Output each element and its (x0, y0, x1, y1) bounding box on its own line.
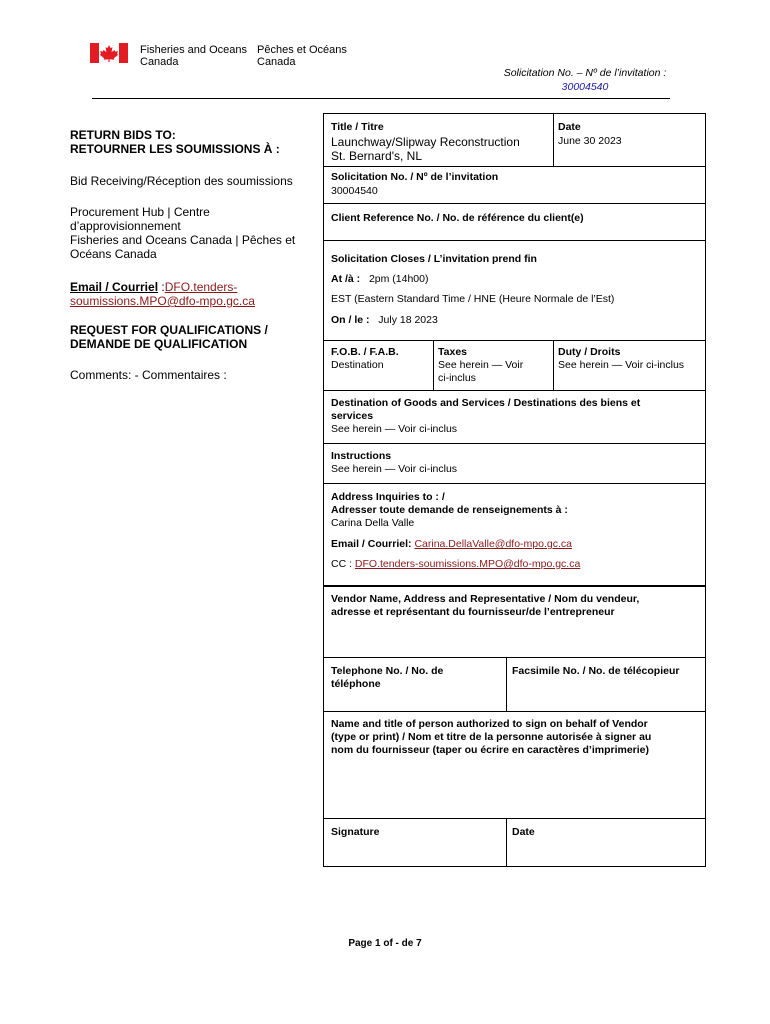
comments-label: Comments: - Commentaires : (70, 368, 227, 382)
closes-label: Solicitation Closes / L’invitation prend fin (331, 253, 537, 265)
fob-label: F.O.B. / F.A.B. (331, 346, 399, 358)
solicitation-header: Solicitation No. – Nº de l’invitation : 30004540 (480, 66, 690, 94)
header-divider (92, 98, 670, 99)
divider (433, 340, 434, 390)
closes-timezone: EST (Eastern Standard Time / HNE (Heure Normale de l’Est) (331, 293, 615, 305)
divider (553, 340, 554, 390)
cc-email: CC : DFO.tenders-soumissions.MPO@dfo-mpo.gc.ca (331, 558, 581, 570)
vendor-name-label: Vendor Name, Address and Representative / Nom du vendeur, adresse et représentant du fournisseur/de l’entrepreneur (331, 593, 640, 618)
title-label: Title / Titre (331, 121, 384, 133)
address-inquiries-label: Address Inquiries to : / Adresser toute demande de renseignements à : (331, 491, 568, 516)
solicitation-number: 30004540 (561, 81, 609, 93)
divider (323, 240, 706, 241)
solicitation-no-value: 30004540 (331, 185, 378, 197)
title-value: Launchway/Slipway Reconstruction St. Bernard's, NL (331, 135, 520, 163)
destination-value: See herein — Voir ci-inclus (331, 423, 458, 435)
instructions-value: See herein — Voir ci-inclus (331, 463, 458, 475)
divider (323, 711, 706, 712)
duty-value: See herein — Voir ci-inclus (558, 359, 685, 371)
taxes-label: Taxes (438, 346, 467, 358)
contact-email: Email / Courriel: Carina.DellaValle@dfo-mpo.gc.ca (331, 538, 572, 550)
return-email-link[interactable]: DFO.tenders- (164, 280, 238, 294)
divider (323, 818, 706, 819)
destination-label: Destination of Goods and Services / Destinations des biens et services (331, 397, 641, 422)
instructions-label: Instructions (331, 450, 392, 462)
signature-label: Signature (331, 826, 380, 838)
taxes-value: See herein — Voir ci-inclus (438, 359, 524, 384)
rfq-heading: REQUEST FOR QUALIFICATIONS / DEMANDE DE QUALIFICATION (70, 323, 268, 351)
divider (323, 166, 706, 167)
date-value: June 30 2023 (558, 135, 622, 147)
divider (323, 657, 706, 658)
date-label: Date (558, 121, 581, 133)
authorized-person-label: Name and title of person authorized to sign on behalf of Vendor (type or print) / Nom et titre de la personne autorisée à signer au nom du fournisseur (taper ou écrire en caractères d’imprimerie) (331, 718, 652, 756)
return-bids-heading: RETURN BIDS TO: RETOURNER LES SOUMISSIONS À : (70, 128, 280, 156)
solicitation-no-label: Solicitation No. / Nº de l’invitation (331, 171, 499, 183)
client-reference-label: Client Reference No. / No. de référence du client(e) (331, 212, 584, 224)
bid-receiving: Bid Receiving/Réception des soumissions (70, 174, 293, 188)
procurement-hub: Procurement Hub | Centre d’approvisionnement Fisheries and Oceans Canada | Pêches et Océans Canada (70, 205, 296, 261)
divider (553, 113, 554, 166)
divider (323, 340, 706, 341)
telephone-label: Telephone No. / No. de téléphone (331, 665, 444, 690)
divider (323, 443, 706, 444)
org-name-en: Fisheries and Oceans Canada (140, 44, 247, 68)
fob-value: Destination (331, 359, 384, 371)
signature-date-label: Date (512, 826, 535, 838)
divider (323, 483, 706, 484)
return-email-link-cont[interactable]: soumissions.MPO@dfo-mpo.gc.ca (70, 294, 255, 308)
contact-name: Carina Della Valle (331, 517, 415, 529)
page-number: Page 1 of - de 7 (348, 938, 422, 949)
org-name-fr: Pêches et Océans Canada (257, 44, 347, 68)
return-email: Email / Courriel :DFO.tenders- soumissions.MPO@dfo-mpo.gc.ca (70, 280, 255, 308)
divider (506, 818, 507, 867)
divider (323, 390, 706, 391)
divider (323, 203, 706, 204)
cc-email-link[interactable]: DFO.tenders-soumissions.MPO@dfo-mpo.gc.ca (354, 558, 581, 570)
canada-flag-logo (90, 43, 128, 63)
closes-time: At /à : 2pm (14h00) (331, 273, 429, 285)
contact-email-link[interactable]: Carina.DellaValle@dfo-mpo.gc.ca (414, 538, 572, 550)
duty-label: Duty / Droits (558, 346, 621, 358)
closes-date: On / le : July 18 2023 (331, 314, 438, 326)
facsimile-label: Facsimile No. / No. de télécopieur (512, 665, 680, 677)
divider (506, 657, 507, 711)
